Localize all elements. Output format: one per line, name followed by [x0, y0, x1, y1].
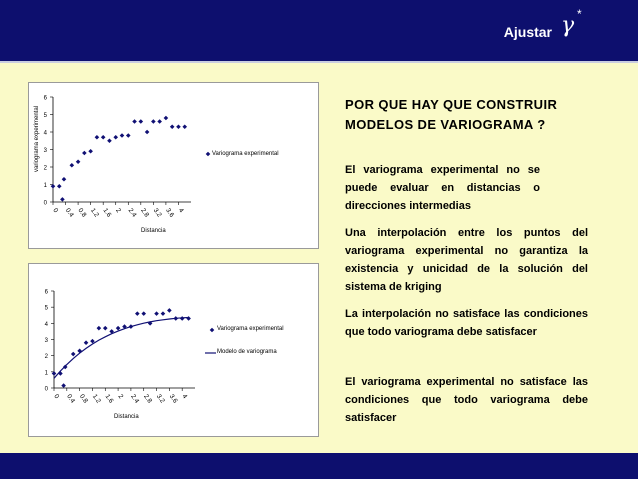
chart-2-x-tick-label: 1.2 — [90, 393, 102, 405]
chart-1-data-point — [170, 124, 175, 129]
chart-1-data-point — [57, 184, 62, 189]
header-title: Ajustar — [503, 24, 552, 40]
chart-2-x-tick-label: 2.8 — [142, 393, 154, 405]
chart-2-y-tick-label: 2 — [44, 354, 48, 361]
chart-1-x-tick-label: 2 — [114, 207, 122, 215]
header-bar — [0, 0, 638, 63]
chart-2-x-tick-label: 0.8 — [77, 393, 89, 405]
chart-2-data-point — [154, 311, 159, 316]
chart-2-data-point — [135, 311, 140, 316]
chart-1-x-tick-label: 0 — [51, 207, 60, 215]
chart-1-data-point — [62, 177, 67, 182]
chart-2-x-tick-label: 3.2 — [154, 393, 166, 405]
chart-1-data-point — [95, 135, 100, 140]
chart-2-data-point — [186, 316, 191, 321]
chart-1-x-axis-label: Distancia — [141, 228, 166, 234]
chart-1-data-point — [76, 159, 81, 164]
chart-1-x-tick-label: 0.8 — [76, 207, 88, 219]
chart-2-legend-text-1: Variograma experimental — [217, 326, 284, 332]
chart-1-data-point — [107, 138, 112, 143]
chart-1-data-point — [164, 116, 169, 121]
chart-2-data-point — [61, 383, 66, 388]
chart-experimental-variogram — [28, 82, 319, 249]
chart-1-y-tick-label: 0 — [43, 200, 47, 207]
chart-1-x-tick-label: 3.2 — [151, 207, 163, 219]
chart-2-x-tick-label: 4 — [180, 393, 189, 401]
chart-1-x-tick-label: 1.6 — [101, 207, 113, 219]
chart-2-y-tick-label: 5 — [44, 305, 48, 312]
chart-2-y-tick-label: 1 — [44, 370, 48, 377]
paragraph-3: La interpolación no satisface las condiciones que todo variograma debe satisfacer — [345, 308, 588, 338]
chart-2-x-tick-label: 2 — [116, 393, 125, 401]
chart-1-legend-marker — [206, 152, 211, 157]
paragraph-4: El variograma experimental no satisface las condiciones que todo variograma debe satisfacer — [345, 376, 588, 424]
chart-2-x-tick-label: 0.4 — [65, 393, 77, 405]
main-heading: POR QUE HAY QUE CONSTRUIR MODELOS DE VARIOGRAMA ? — [345, 97, 558, 132]
chart-1-data-point — [82, 151, 87, 156]
chart-1-y-tick-label: 3 — [43, 148, 47, 154]
chart-1-y-tick-label: 4 — [43, 130, 47, 137]
chart-1-data-point — [176, 124, 181, 129]
chart-1-data-point — [182, 124, 187, 129]
chart-2-y-tick-label: 3 — [44, 338, 48, 344]
chart-2-data-point — [161, 311, 166, 316]
chart-1-y-tick-label: 5 — [43, 113, 47, 119]
chart-1-x-tick-label: 0.4 — [63, 207, 75, 219]
chart-2-model-line — [54, 318, 189, 379]
chart-2-x-tick-label: 3.6 — [167, 393, 179, 405]
chart-2-data-point — [97, 326, 102, 331]
chart-2-data-point — [141, 311, 146, 316]
chart-1-y-tick-label: 2 — [43, 165, 47, 172]
chart-2-x-tick-label: 0 — [52, 393, 61, 401]
chart-2-legend-label-1 — [217, 325, 284, 334]
paragraph-1: El variograma experimental no se puede evaluar en distancias o direcciones intermedias — [345, 164, 540, 212]
chart-1-y-tick-label: 6 — [43, 95, 47, 102]
chart-2-y-tick-label: 0 — [44, 386, 48, 393]
chart-1-data-point — [70, 163, 75, 168]
chart-1-data-point — [126, 133, 131, 138]
chart-1-data-point — [101, 135, 106, 140]
chart-2-x-tick-label: 1.6 — [103, 393, 115, 405]
chart-variogram-model — [28, 263, 319, 437]
superscript-star: * — [577, 7, 582, 21]
chart-1-x-tick-label: 3.6 — [164, 207, 176, 219]
chart-1-data-point — [139, 119, 144, 124]
chart-1-data-point — [132, 119, 137, 124]
chart-2-legend-marker-1 — [210, 328, 215, 333]
chart-2-legend-label-2 — [217, 348, 277, 357]
chart-1-data-point — [88, 149, 93, 154]
chart-1-x-tick-label: 2.4 — [126, 207, 138, 219]
chart-2-y-tick-label: 4 — [44, 321, 48, 328]
chart-1-data-point — [145, 130, 150, 135]
chart-1-data-point — [113, 135, 118, 140]
chart-2-data-point — [167, 308, 172, 313]
chart-1-data-point — [120, 133, 125, 138]
chart-1-x-tick-label: 2.8 — [139, 207, 151, 219]
chart-1-legend-label — [212, 150, 279, 159]
gamma-symbol: γ — [561, 13, 575, 38]
chart-2-legend-text-2: Modelo de variograma — [217, 349, 277, 355]
chart-1-data-point — [60, 197, 65, 202]
chart-2-data-point — [103, 326, 108, 331]
chart-1-y-tick-label: 1 — [43, 183, 47, 189]
chart-2-data-point — [71, 352, 76, 357]
chart-1-y-axis-label: variograma experimental — [34, 105, 40, 173]
chart-2-x-axis-label: Distancia — [114, 414, 139, 420]
paragraph-2: Una interpolación entre los puntos del variograma experimental no garantiza la existencia y unicidad de la solución del sistema de kriging — [345, 227, 588, 293]
chart-2-x-tick-label: 2.4 — [129, 393, 141, 405]
chart-1-legend-text: Variograma experimental — [212, 151, 279, 157]
chart-1-x-tick-label: 1.2 — [88, 207, 100, 219]
chart-2-data-point — [116, 326, 121, 331]
chart-2-y-tick-label: 6 — [44, 289, 48, 296]
chart-1-data-point — [157, 119, 162, 124]
chart-1-svg — [29, 83, 318, 248]
chart-2-data-point — [84, 340, 89, 345]
chart-1-data-point — [151, 119, 156, 124]
chart-1-x-tick-label: 4 — [176, 207, 185, 215]
footer-bar — [0, 453, 638, 479]
